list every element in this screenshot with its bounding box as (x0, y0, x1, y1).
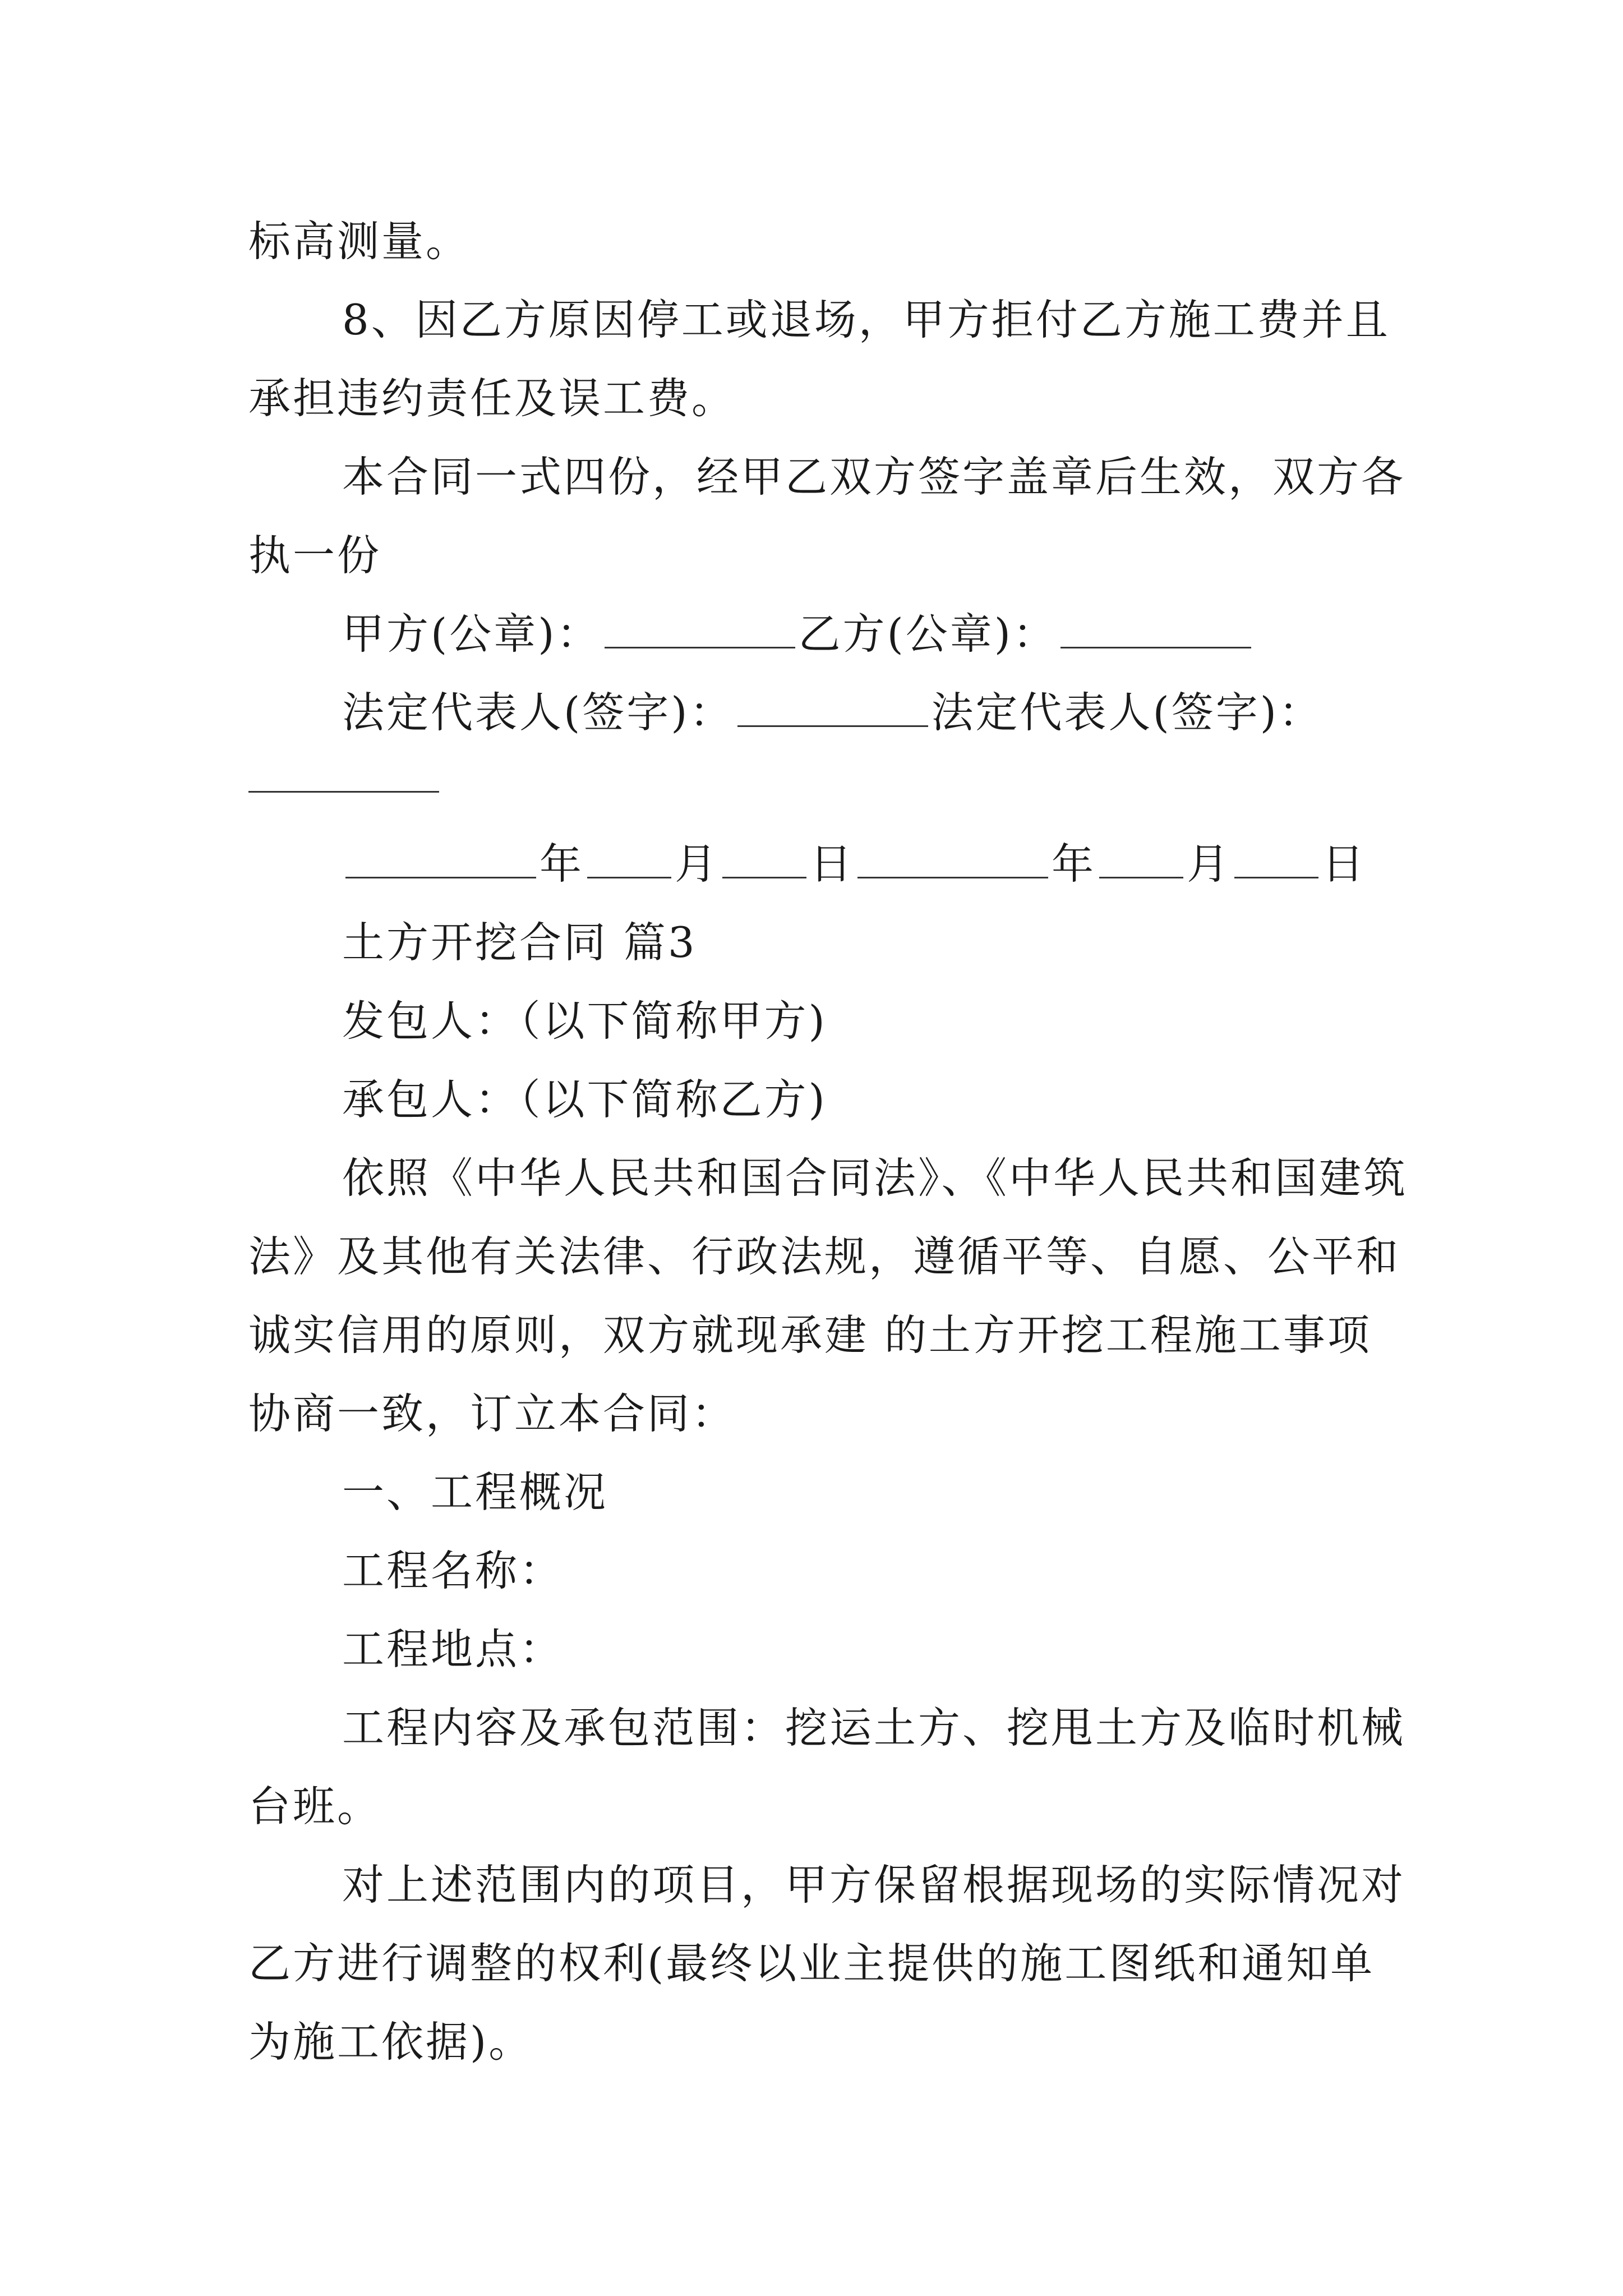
signature-seal-line (342, 606, 1255, 662)
day-label: 日 (810, 839, 855, 889)
section-heading: 土方开挖合同 篇3 (342, 918, 697, 967)
rep-b-blank (248, 791, 439, 793)
date-line (342, 836, 1366, 892)
month-label: 月 (1187, 839, 1232, 889)
day-blank (1234, 838, 1318, 878)
adjustment-line: 为施工依据)。 (248, 2017, 533, 2067)
contractor-line: 承包人：（以下简称乙方) (342, 1075, 827, 1124)
day-blank (722, 838, 806, 878)
month-blank (587, 838, 671, 878)
text-line: 执一份 (248, 531, 382, 580)
year-blank (857, 838, 1048, 878)
party-b-seal-label: 乙方(公章)： (798, 609, 1058, 659)
preamble-line: 依照《中华人民共和国合同法》、《中华人民共和国建筑 (342, 1153, 1408, 1203)
project-name-field: 工程名称： (342, 1546, 564, 1595)
copies-clause: 本合同一式四份，经甲乙双方签字盖章后生效，双方各 (342, 452, 1406, 501)
party-b-seal-blank (1061, 608, 1251, 648)
text-line: 标高测量。 (248, 217, 471, 266)
scope-line: 台班。 (248, 1782, 382, 1831)
party-a-seal-label: 甲方(公章)： (342, 609, 601, 659)
employer-line: 发包人：（以下简称甲方) (342, 996, 827, 1046)
project-site-field: 工程地点： (342, 1625, 564, 1674)
year-label: 年 (1052, 839, 1096, 889)
month-label: 月 (675, 839, 720, 889)
rep-b-label: 法定代表人(签字)： (931, 688, 1324, 737)
preamble-line: 协商一致，订立本合同： (248, 1389, 736, 1438)
scope-line: 工程内容及承包范围：挖运土方、挖甩土方及临时机械 (342, 1703, 1406, 1752)
text-line: 承担违约责任及误工费。 (248, 374, 736, 423)
preamble-line: 法》及其他有关法律、行政法规，遵循平等、自愿、公平和 (248, 1232, 1401, 1281)
section-1-title: 一、工程概况 (342, 1467, 608, 1517)
day-label: 日 (1322, 839, 1367, 889)
year-label: 年 (540, 839, 584, 889)
rep-a-label: 法定代表人(签字)： (342, 688, 734, 737)
preamble-line: 诚实信用的原则，双方就现承建 的土方开挖工程施工事项 (248, 1310, 1372, 1360)
year-blank (345, 838, 536, 878)
clause-8: 8、因乙方原因停工或退场，甲方拒付乙方施工费并且 (342, 295, 1390, 344)
adjustment-line: 对上述范围内的项目，甲方保留根据现场的实际情况对 (342, 1860, 1406, 1910)
month-blank (1099, 838, 1183, 878)
adjustment-line: 乙方进行调整的权利(最终以业主提供的施工图纸和通知单 (248, 1939, 1375, 1988)
party-a-seal-blank (605, 608, 795, 648)
rep-a-blank (737, 686, 928, 727)
representative-line (342, 684, 1323, 740)
